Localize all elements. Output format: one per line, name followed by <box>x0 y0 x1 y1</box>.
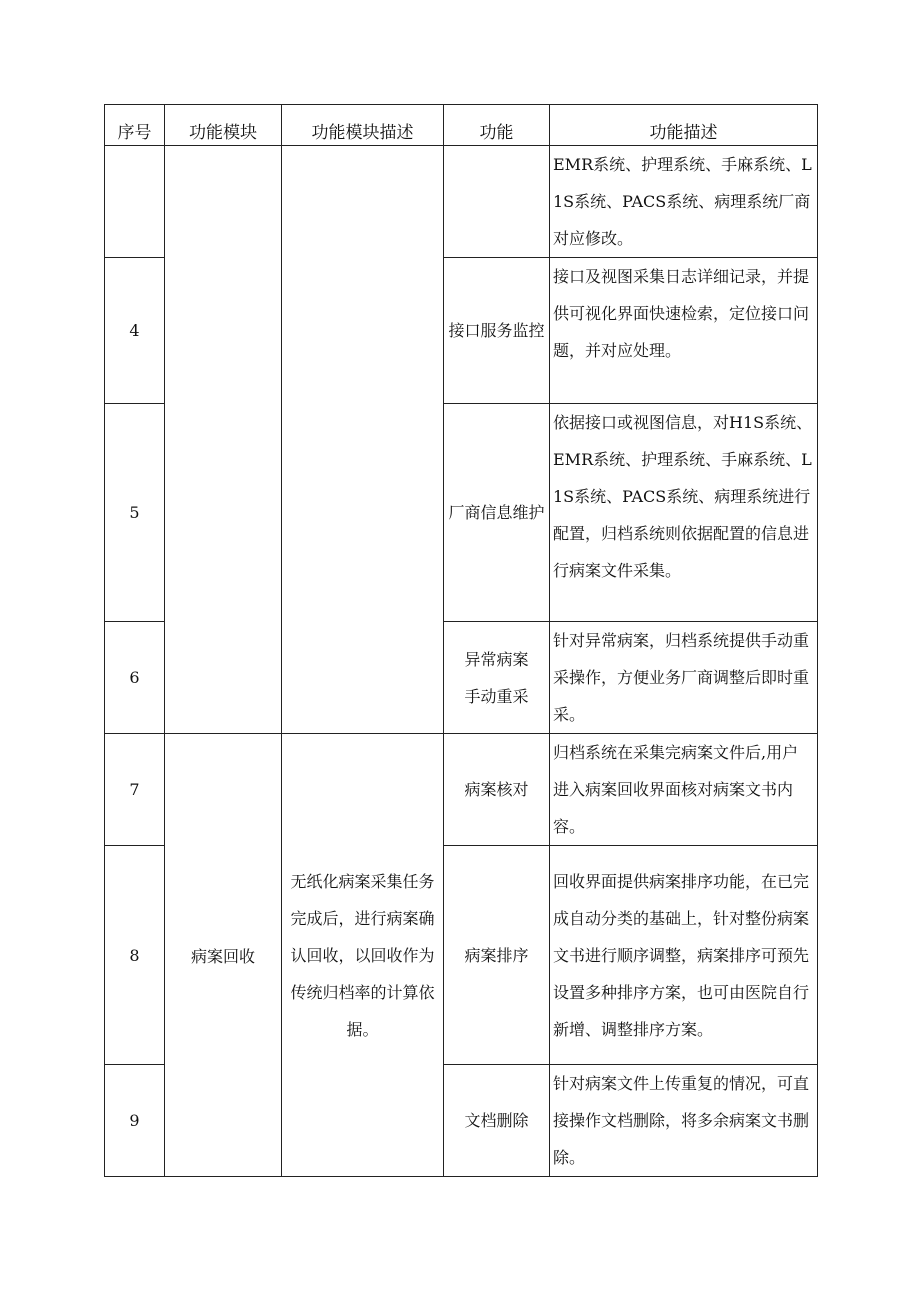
row-seq: 8 <box>105 846 165 1065</box>
row-function: 病案排序 <box>444 846 550 1065</box>
row-function: 异常病案手动重采 <box>444 622 550 734</box>
header-row <box>105 105 818 146</box>
row-function: 病案核对 <box>444 734 550 846</box>
row-function <box>444 146 550 258</box>
row-desc: 依据接口或视图信息，对H1S系统、EMR系统、护理系统、手麻系统、L1S系统、PACS系统、病理系统进行配置，归档系统则依据配置的信息进行病案文件采集。 <box>550 404 818 622</box>
row-desc: EMR系统、护理系统、手麻系统、L1S系统、PACS系统、病理系统厂商对应修改。 <box>550 146 818 258</box>
row-desc: 针对病案文件上传重复的情况，可直接操作文档删除，将多余病案文书删除。 <box>550 1065 818 1177</box>
module-cell-empty <box>165 146 282 734</box>
row-seq: 6 <box>105 622 165 734</box>
module-description: 无纸化病案采集任务完成后，进行病案确认回收，以回收作为传统归档率的计算依据。 <box>282 734 444 1177</box>
row-desc: 归档系统在采集完病案文件后,用户进入病案回收界面核对病案文书内容。 <box>550 734 818 846</box>
row-seq: 7 <box>105 734 165 846</box>
spec-table <box>104 104 818 1177</box>
header-module: 功能模块 <box>165 105 282 146</box>
header-function: 功能 <box>444 105 550 146</box>
header-function-desc: 功能描述 <box>550 105 818 146</box>
row-seq: 9 <box>105 1065 165 1177</box>
row-desc: 针对异常病案，归档系统提供手动重采操作，方便业务厂商调整后即时重采。 <box>550 622 818 734</box>
row-desc: 回收界面提供病案排序功能，在已完成自动分类的基础上，针对整份病案文书进行顺序调整，病案排序可预先设置多种排序方案，也可由医院自行新增、调整排序方案。 <box>550 846 818 1065</box>
row-function: 文档删除 <box>444 1065 550 1177</box>
module-desc-cell-empty <box>282 146 444 734</box>
table-row <box>105 146 818 258</box>
header-seq: 序号 <box>105 105 165 146</box>
module-name: 病案回收 <box>165 734 282 1177</box>
row-seq <box>105 146 165 258</box>
row-seq: 5 <box>105 404 165 622</box>
table-row <box>105 734 818 846</box>
row-function: 厂商信息维护 <box>444 404 550 622</box>
header-module-desc: 功能模块描述 <box>282 105 444 146</box>
row-function: 接口服务监控 <box>444 258 550 404</box>
row-desc: 接口及视图采集日志详细记录，并提供可视化界面快速检索，定位接口问题，并对应处理。 <box>550 258 818 404</box>
row-seq: 4 <box>105 258 165 404</box>
